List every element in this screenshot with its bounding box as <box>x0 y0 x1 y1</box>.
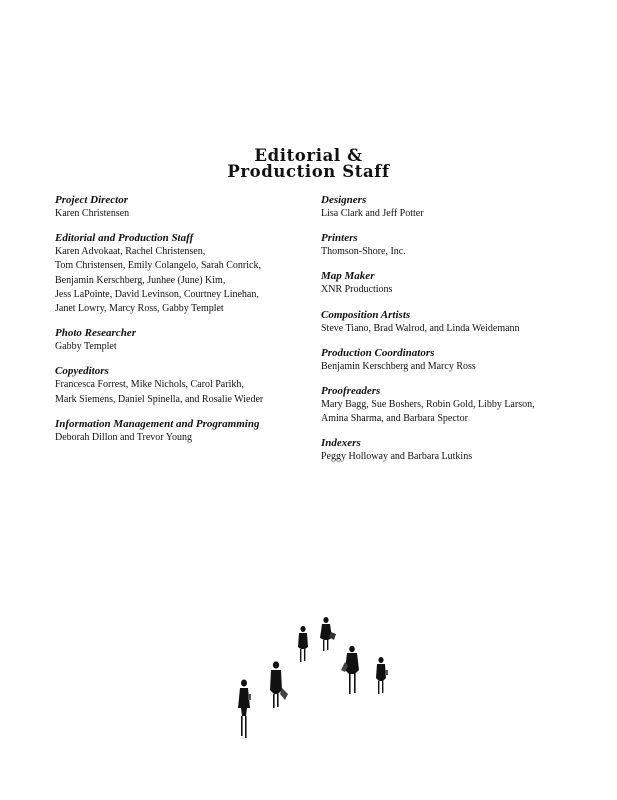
section-heading: Copyeditors <box>55 365 109 378</box>
figure-5 <box>341 646 359 694</box>
credit-line: Steve Tiano, Brad Walrod, and Linda Weidemann <box>321 322 520 334</box>
credit-line: Mark Siemens, Daniel Spinella, and Rosalie Wieder <box>55 393 264 405</box>
credit-line: Karen Christensen <box>55 208 130 219</box>
credit-line: Gabby Templet <box>55 341 117 353</box>
credit-section <box>321 346 581 374</box>
credit-line: Amina Sharma, and Barbara Spector <box>321 413 468 425</box>
credit-line: Thomson-Shore, Inc. <box>321 246 406 258</box>
title-line-1: Editorial & <box>254 146 363 165</box>
section-body <box>321 245 581 259</box>
credit-section <box>55 193 305 221</box>
figure-6 <box>376 657 388 694</box>
section-heading: Project Director <box>55 194 129 206</box>
section-heading: Production Coordinators <box>321 346 435 359</box>
section-body <box>321 322 581 336</box>
section-body <box>321 283 581 297</box>
section-heading: Editorial and Production Staff <box>55 232 194 245</box>
figure-3 <box>298 626 308 662</box>
figure-1 <box>238 680 251 739</box>
credit-line: Benjamin Kerschberg and Marcy Ross <box>321 360 476 372</box>
credit-section <box>321 308 581 336</box>
section-body <box>55 245 305 316</box>
credit-line: Peggy Holloway and Barbara Lutkins <box>321 451 473 463</box>
credit-line: Lisa Clark and Jeff Potter <box>321 208 424 219</box>
credit-line: Tom Christensen, Emily Colangelo, Sarah Conrick, <box>55 260 261 272</box>
credit-line: Benjamin Kerschberg, Junhee (June) Kim, <box>55 274 226 286</box>
credit-section <box>55 231 305 316</box>
credit-line: Karen Advokaat, Rachel Christensen, <box>55 246 206 258</box>
section-heading: Composition Artists <box>321 308 411 321</box>
section-body <box>321 450 581 464</box>
section-heading: Information Management and Programming <box>55 417 260 430</box>
credit-line: Janet Lowry, Marcy Ross, Gabby Templet <box>55 303 224 315</box>
credit-section <box>321 384 581 426</box>
title-line-2: Production Staff <box>227 162 390 181</box>
section-heading: Indexers <box>321 437 361 450</box>
credit-section <box>321 231 581 259</box>
section-heading: Photo Researcher <box>55 327 136 340</box>
section-heading: Printers <box>321 232 358 245</box>
credit-line: Deborah Dillon and Trevor Young <box>55 431 192 443</box>
credit-section <box>55 417 305 445</box>
credit-section <box>321 193 581 221</box>
credit-line: Mary Bagg, Sue Boshers, Robin Gold, Libby Larson, <box>321 399 535 411</box>
page-title <box>0 148 617 180</box>
credit-section <box>55 326 305 354</box>
right-column <box>321 193 581 475</box>
section-body <box>55 207 305 221</box>
left-column <box>55 193 305 455</box>
section-body <box>321 360 581 374</box>
section-body <box>321 207 581 221</box>
section-heading: Proofreaders <box>321 385 381 398</box>
figure-2 <box>270 661 288 708</box>
credit-section <box>55 364 305 406</box>
figure-4 <box>320 617 336 651</box>
section-body <box>55 431 305 445</box>
walking-figures-illustration <box>228 612 398 742</box>
credit-section <box>321 436 581 464</box>
section-body <box>55 340 305 354</box>
section-body <box>55 378 305 406</box>
section-heading: Designers <box>321 194 367 206</box>
credit-line: Francesca Forrest, Mike Nichols, Carol Parikh, <box>55 379 244 391</box>
credit-line: XNR Productions <box>321 284 393 296</box>
credit-line: Jess LaPointe, David Levinson, Courtney Linehan, <box>55 288 259 300</box>
section-body <box>321 398 581 426</box>
section-heading: Map Maker <box>321 270 375 283</box>
credit-section <box>321 269 581 297</box>
